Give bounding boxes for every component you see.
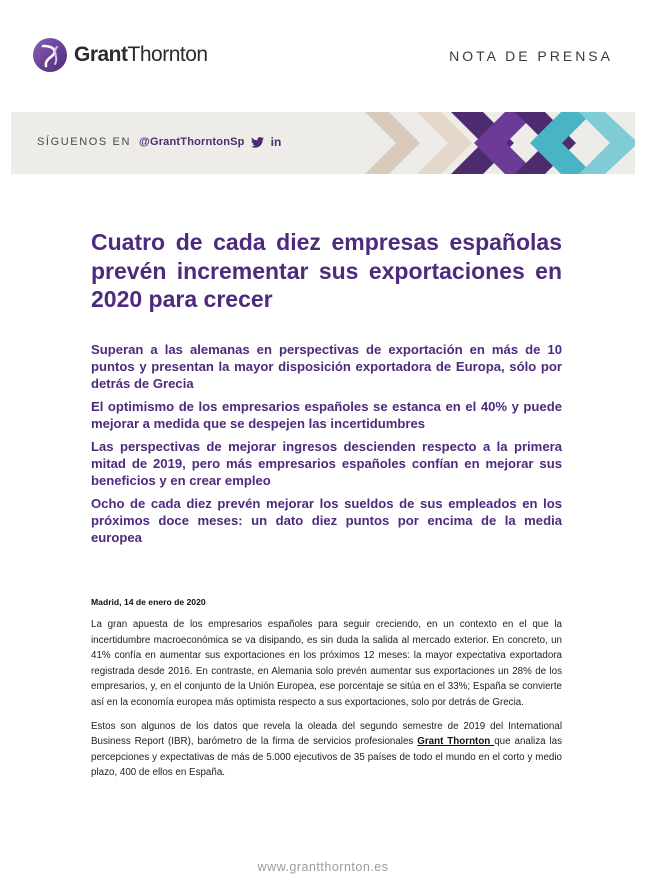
linkedin-icon[interactable]: in bbox=[270, 135, 282, 149]
body-paragraph-2 bbox=[91, 719, 562, 781]
highlights-list bbox=[91, 341, 562, 552]
grant-thornton-logo bbox=[33, 38, 208, 72]
article-body bbox=[91, 617, 562, 789]
decorative-chevron-pattern bbox=[365, 112, 635, 174]
twitter-handle-link[interactable]: @GrantThorntonSp bbox=[139, 136, 245, 148]
logo-thornton-text: Thornton bbox=[127, 43, 208, 66]
dateline: Madrid, 14 de enero de 2020 bbox=[91, 597, 206, 607]
highlight-item: Las perspectivas de mejorar ingresos descienden respecto a la primera mitad de 2019, pero más empresarios españoles confían en mejorar sus beneficios y en crear empleo bbox=[91, 439, 562, 488]
highlight-item: Superan a las alemanas en perspectivas de exportación en más de 10 puntos y presentan la mayor disposición exportadora de Europa, sólo por detrás de Grecia bbox=[91, 342, 562, 391]
body-paragraph-2-text: Estos son algunos de los datos que revela la oleada del segundo semestre de 2019 del International Business Report (IBR), barómetro de la firma de servicios profesionales bbox=[91, 720, 562, 748]
press-release-title: Cuatro de cada diez empresas españolas prevén incrementar sus exportaciones en 2020 para crecer bbox=[91, 229, 562, 312]
highlight-item: El optimismo de los empresarios españoles se estanca en el 40% y puede mejorar a medida que se despejen las incertidumbres bbox=[91, 399, 562, 431]
highlight-item: Ocho de cada diez prevén mejorar los sueldos de sus empleados en los próximos doce meses: un dato diez puntos por encima de la media europea bbox=[91, 496, 562, 545]
document-type-label: NOTA DE PRENSA bbox=[449, 48, 613, 64]
grant-thornton-logo-icon bbox=[33, 38, 67, 72]
body-paragraph-2-text-end: que analiza las percepciones y expectativas de más de 5.000 ejecutivos de 35 países de todo el mundo en el corto y medio plazo, 400 de ellos en España. bbox=[91, 736, 562, 779]
social-banner bbox=[11, 112, 635, 174]
logo-wordmark bbox=[74, 43, 208, 67]
body-paragraph-1: La gran apuesta de los empresarios españoles para seguir creciendo, en un contexto en el que la incertidumbre macroeconómica se va disipando, es sin duda la salida al mercado exterior. En concreto, un 41% confía en aumentar sus exportaciones en los próximos 12 meses: la mayor expectativa exportadora registrada desde 2016. En contraste, en Alemania solo prevén aumentar sus exportaciones un 28% de los empresarios, y, en el conjunto de la Unión Europea, ese porcentaje se sitúa en el 33%; España se convierte así en la economía europea más optimista respecto a sus exportaciones, solo por detrás de Grecia. bbox=[91, 619, 562, 708]
logo-grant-text: Grant bbox=[74, 43, 128, 66]
footer-website-link[interactable]: www.grantthornton.es bbox=[257, 860, 389, 874]
follow-us-line bbox=[37, 135, 281, 149]
twitter-bird-icon[interactable] bbox=[251, 137, 264, 148]
grant-thornton-link[interactable]: Grant Thornton bbox=[417, 736, 495, 748]
page-header bbox=[0, 0, 646, 100]
follow-label: SÍGUENOS EN bbox=[37, 136, 132, 148]
